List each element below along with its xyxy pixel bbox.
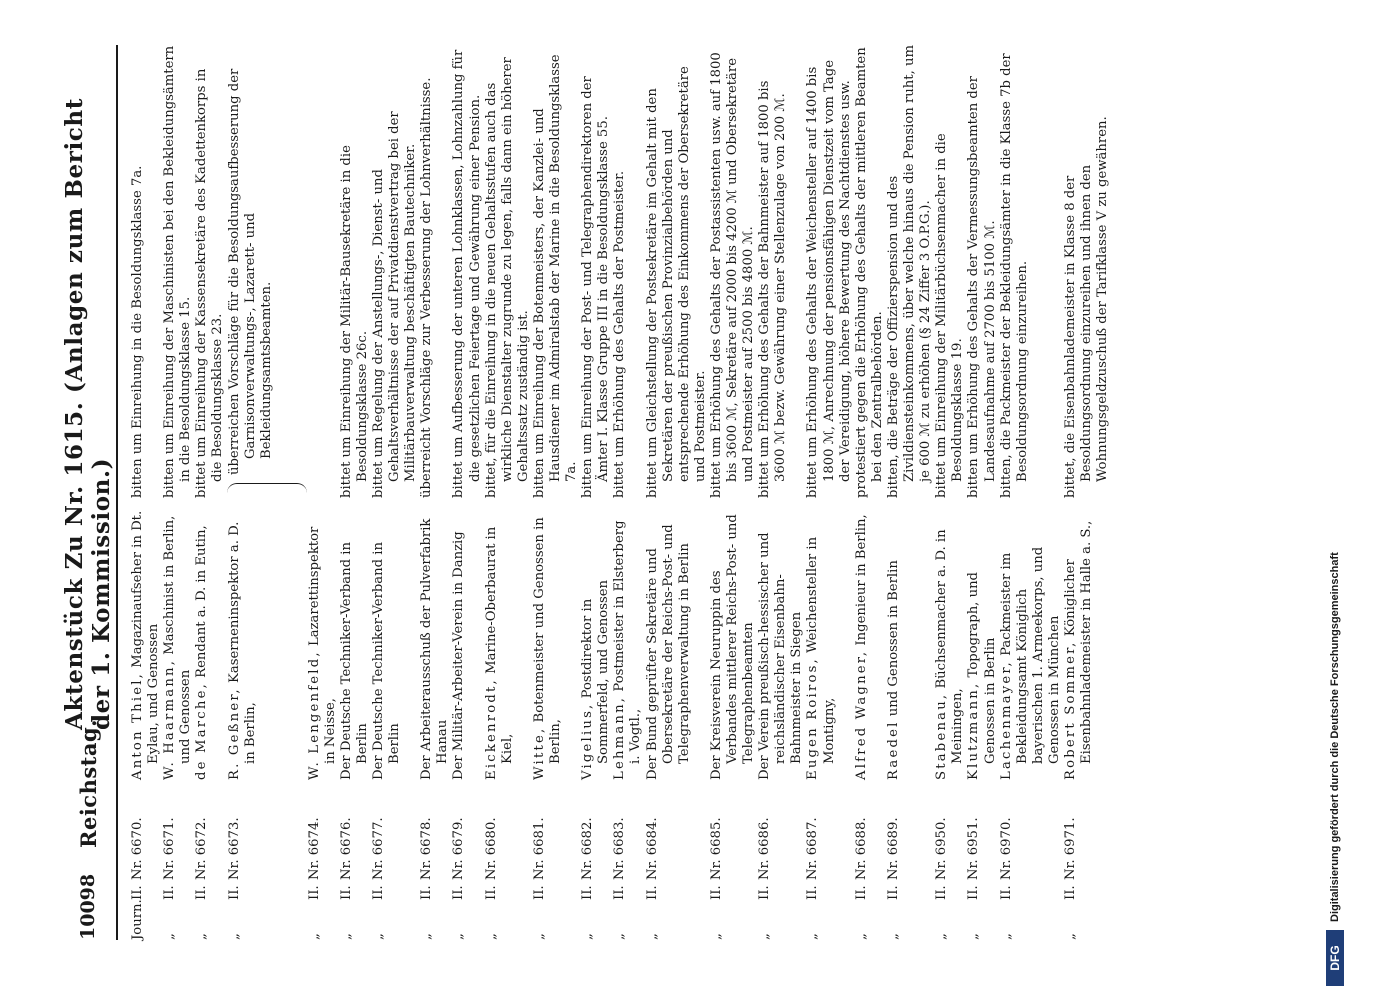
- petition-request: bitten um Einreihung der Maschinisten bei den Bekleidungsämtern in die Besoldungsklasse 15.: [162, 45, 194, 498]
- petitioner: [307, 498, 339, 780]
- petitioner-description: Postdirektor in Sommerfeld, und Genossen: [580, 579, 612, 764]
- journal-number: Nr. 6687.: [805, 817, 821, 880]
- petitioner-name: de Marche,: [194, 682, 210, 780]
- petitioner-description: Der Bund geprüfter Sekretäre und Obersekretäre der Reichs-Post- und Telegraphenverwaltung in Berlin: [644, 524, 692, 780]
- petitioner-description: Der Deutsche Techniker-Verband in Berlin: [338, 541, 370, 780]
- petitioner-description: Botenmeister und Genossen in Berlin,: [531, 517, 563, 764]
- petitioner: [227, 498, 259, 780]
- petitioner: [966, 498, 998, 780]
- petitioner-name: Stabenau,: [934, 692, 950, 780]
- petitioner: [886, 498, 902, 780]
- petitioner: [451, 498, 467, 780]
- petitioner-description: Königlicher Eisenbahnlademeister in Halle a. S.,: [1062, 520, 1095, 764]
- table-row: [709, 45, 757, 940]
- petitioner-description: Magazinaufseher in Dt. Eylau, und Genossen: [130, 510, 162, 764]
- petitioner-description: Der Deutsche Techniker-Verband in Berlin: [370, 541, 403, 780]
- petitioner: [709, 498, 757, 780]
- ditto-mark: „: [934, 933, 950, 940]
- petitioner: [339, 498, 371, 780]
- table-row: [1063, 45, 1111, 940]
- petitioner: [580, 498, 612, 780]
- journal-roman: II.: [757, 885, 773, 900]
- table-row: [339, 45, 371, 940]
- petition-request: bitten um Erhöhung des Gehalts der Vermessungsbeamten der Landesaufnahme auf 2700 bis 5100 ℳ.: [966, 76, 998, 498]
- journal-number: Nr. 6688.: [853, 817, 869, 880]
- petitioner-description: Der Kreisverein Neuruppin des Verbandes mittlerer Reichs-Post- und Telegraphenbeamten: [708, 514, 757, 780]
- petitioner: [419, 498, 451, 780]
- journal-roman: II.: [966, 885, 982, 900]
- petition-request: bittet um Regelung der Anstellungs-, Dienst- und Gehaltsverhältnisse der auf Privatdienstvertrag bei der Militärbauverwaltung beschäftigten Bautechniker.: [370, 111, 419, 498]
- journal-number: Nr. 6677.: [370, 817, 386, 880]
- ditto-mark: „: [580, 933, 596, 940]
- journal-number: Nr. 6970.: [998, 817, 1014, 880]
- ditto-mark: „: [162, 933, 178, 940]
- ditto-mark: „: [757, 933, 773, 940]
- petitioner-name: R. Geßner,: [226, 687, 242, 780]
- petition-request: bitten um Einreihung in die Besoldungsklasse 7a.: [130, 165, 145, 498]
- journal-number: Nr. 6680.: [483, 817, 499, 880]
- ditto-mark: Journ.: [130, 899, 145, 940]
- table-row: [645, 45, 709, 940]
- petitioner: [805, 498, 837, 780]
- petitioner: [934, 498, 966, 780]
- table-row: [371, 45, 419, 940]
- ditto-mark: „: [451, 933, 467, 940]
- petition-request: bittet um Aufbesserung der unteren Lohnklassen, Lohnzahlung für die gesetzlichen Feiertage und Gewährung einer Pension.: [451, 49, 483, 498]
- petitioner: [612, 498, 644, 780]
- journal-roman: II.: [194, 885, 210, 900]
- journal-number: Nr. 6685.: [708, 817, 724, 880]
- journal-roman: II.: [451, 885, 467, 900]
- petitioner-name: Vigelius,: [580, 702, 596, 780]
- ditto-mark: „: [531, 933, 547, 940]
- ditto-mark: „: [805, 933, 821, 940]
- journal-roman: II.: [805, 885, 821, 900]
- petitioner-description: Der Militär-Arbeiter-Verein in Danzig: [451, 531, 467, 780]
- journal-roman: II.: [162, 885, 178, 900]
- table-row: [162, 45, 194, 940]
- journal-number: Nr. 6670.: [130, 817, 145, 880]
- journal-roman: II.: [130, 885, 145, 900]
- journal-number: Nr. 6673.: [226, 817, 242, 880]
- page-header: [60, 45, 118, 940]
- petition-request: bittet, die Eisenbahnlademeister in Klasse 8 der Besoldungsordnung einzureihen und ihnen den Wohnungsgeldzuschuß der Tarifklasse V zu gewähren.: [1062, 116, 1111, 498]
- journal-roman: II.: [612, 885, 628, 900]
- journal-roman: II.: [483, 885, 499, 900]
- journal-roman: II.: [338, 885, 354, 900]
- petition-request: bittet um Einreihung der Militärbüchsenmacher in die Besoldungsklasse 19.: [934, 133, 966, 498]
- petitioner-name: W. Haarmann,: [162, 658, 178, 780]
- petitioner-description: Topograph, und Genossen in Berlin: [966, 572, 998, 764]
- petition-request: bitten, die Beträge der Offizierspension und des Zivildiensteinkommens, über welche hinaus die Pension ruht, um je 600 ℳ zu erhöhen (§ 24 Ziffer 3 O.P.G.).: [885, 45, 934, 498]
- journal-roman: II.: [934, 885, 950, 900]
- petitioner-description: Der Arbeiterausschuß der Pulverfabrik Hanau: [419, 518, 451, 780]
- table-row: [757, 45, 805, 940]
- journal-number: Nr. 6674.: [306, 817, 322, 880]
- petitioner: [645, 498, 693, 780]
- digitization-sidebar: [1318, 0, 1383, 1000]
- journal-number: Nr. 6689.: [885, 817, 901, 880]
- petitioner-name: Raedel: [885, 720, 901, 780]
- petition-request: bittet um Erhöhung des Gehalts der Bahnmeister auf 1800 bis 3600 ℳ bezw. Gewährung einer Stellenzulage von 200 ℳ.: [757, 80, 789, 498]
- journal-roman: II.: [226, 885, 242, 900]
- petitioner: [1063, 498, 1095, 780]
- petitioner: [130, 498, 162, 780]
- petitioner-description: Marine-Oberbaurat in Kiel,: [483, 526, 515, 764]
- ditto-mark: „: [708, 933, 724, 940]
- journal-roman: II.: [708, 885, 724, 900]
- petitioner-name: Eugen Roiros,: [805, 657, 821, 780]
- journal-number: Nr. 6676.: [338, 817, 354, 880]
- petitioner-description: Packmeister im Bekleidungsamt Königlich bayerischen 1. Armeekorps, und Genossen in München: [998, 546, 1062, 764]
- petitioner-description: Büchsenmacher a. D. in Meiningen,: [934, 529, 966, 764]
- journal-roman: II.: [644, 885, 660, 900]
- petition-request: bitten um Einreihung der Botenmeisters, der Kanzlei- und Hausdiener im Admiralstab der Marine in die Besoldungsklasse 7a.: [531, 54, 580, 498]
- petitioner: [854, 498, 870, 780]
- ditto-mark: „: [612, 933, 628, 940]
- journal-roman: II.: [853, 885, 869, 900]
- table-row: [966, 45, 998, 940]
- journal-number: Nr. 6671.: [162, 817, 178, 880]
- petitioner-name: Alfred Wagner,: [853, 649, 869, 780]
- petitioner-description: Der Verein preußisch-hessischer und reichsländischer Eisenbahn-Bahnmeister in Siegen: [757, 532, 805, 780]
- petition-request: bittet um Erhöhung des Gehalts der Postmeister.: [612, 170, 628, 498]
- journal-number: Nr. 6686.: [757, 817, 773, 880]
- petitioner-name: Klutzmann,: [966, 681, 982, 780]
- petition-request: überreicht Vorschläge zur Verbesserung der Lohnverhältnisse.: [419, 77, 435, 498]
- petitioner: [757, 498, 805, 780]
- ditto-mark: „: [226, 933, 242, 940]
- journal-roman: II.: [1062, 885, 1078, 900]
- journal-number: Nr. 6679.: [451, 817, 467, 880]
- ditto-mark: „: [194, 933, 210, 940]
- petition-request: bitten, die Packmeister der Bekleidungsämter in die Klasse 7b der Besoldungsordnung einzureihen.: [998, 53, 1030, 498]
- digitization-note: Digitalisierung gefördert durch die Deutsche Forschungsgemeinschaft: [1329, 552, 1341, 922]
- table-row: [484, 45, 532, 940]
- ditto-mark: „: [1062, 933, 1078, 940]
- table-row: [805, 45, 853, 940]
- petitioner-description: und Genossen in Berlin: [885, 560, 901, 721]
- petitioner-name: Eickenrodt,: [483, 678, 499, 780]
- table-row: [854, 45, 886, 940]
- journal-roman: II.: [998, 885, 1014, 900]
- table-row: [194, 45, 226, 940]
- journal-roman: II.: [419, 885, 435, 900]
- journal-number: Nr. 6684.: [644, 817, 660, 880]
- petitioner-name: Anton Thiel,: [130, 671, 145, 780]
- ditto-mark: „: [885, 933, 901, 940]
- petitioner-description: Kaserneninspektor a. D. in Berlin,: [226, 521, 258, 764]
- table-row: [934, 45, 966, 940]
- journal-roman: II.: [531, 885, 547, 900]
- petitioner: [999, 498, 1063, 780]
- petitioner: [532, 498, 564, 780]
- petition-request: bittet um Gleichstellung der Postsekretäre im Gehalt mit den Sekretären der preußischen Provinzialbehörden und entsprechende Erhöhung des Einkommens der Obersekretäre und Postmeister.: [644, 66, 708, 498]
- ditto-mark: „: [370, 933, 386, 940]
- petitioner-description: Postmeister in Elsterberg i. Vogtl.,: [612, 520, 644, 764]
- petitioner-description: Rendant a. D. in Eutin,: [194, 525, 210, 683]
- table-row: [307, 45, 339, 940]
- petitioner-description: Maschinist in Berlin, und Genossen: [162, 515, 194, 764]
- petition-request: bittet um Erhöhung des Gehalts der Postassistenten usw. auf 1800 bis 3600 ℳ, Sekretäre auf 2000 bis 4200 ℳ und Obersekretäre und Postmeister auf 2500 bis 4800 ℳ.: [708, 52, 757, 498]
- petitioner: [162, 498, 194, 780]
- petition-request: bittet, für die Einreihung in die neuen Gehaltsstufen auch das wirkliche Dienstalter zugrunde zu legen, falls dann ein höherer Gehaltssatz zuständig ist.: [483, 57, 531, 498]
- ditto-mark: „: [998, 933, 1014, 940]
- petitioner: [371, 498, 403, 780]
- journal-number: Nr. 6683.: [612, 817, 628, 880]
- petitioner-name: W. Lengenfeld,: [306, 650, 322, 780]
- petition-request: bitten um Einreihung der Post- und Telegraphendirektoren der Ämter I. Klasse Gruppe III in die Besoldungsklasse 55.: [580, 76, 612, 498]
- journal-number: Nr. 6951.: [966, 817, 982, 880]
- journal-number: Nr. 6682.: [580, 817, 596, 880]
- petitioner-name: Witte,: [531, 726, 547, 780]
- table-row: [451, 45, 483, 940]
- table-row: [612, 45, 644, 940]
- house-name: Reichstag.: [75, 719, 101, 848]
- ditto-mark: „: [419, 933, 435, 940]
- petitioner: [484, 498, 516, 780]
- journal-number: Nr. 6672.: [194, 817, 210, 880]
- ditto-mark: „: [338, 933, 354, 940]
- table-row: [130, 45, 162, 940]
- ditto-mark: „: [966, 933, 982, 940]
- ditto-mark: „: [644, 933, 660, 940]
- journal-number: Nr. 6681.: [531, 817, 547, 880]
- journal-number: Nr. 6971.: [1062, 817, 1078, 880]
- grouping-brace: [227, 483, 307, 498]
- petition-request: bittet um Einreihung der Kassensekretäre des Kadettenkorps in die Besoldungsklasse 23.: [194, 68, 226, 498]
- petitioner-name: Robert Sommer,: [1062, 640, 1078, 780]
- petition-request: bittet um Erhöhung des Gehalts der Weichensteller auf 1400 bis 1800 ℳ, Anrechnung der pensionsfähigen Dienstzeit vom Tage der Vereidigung, höhere Bewertung des Nachtdienstes usw.: [805, 60, 853, 498]
- journal-roman: II.: [306, 885, 322, 900]
- journal-roman: II.: [370, 885, 386, 900]
- journal-roman: II.: [580, 885, 596, 900]
- table-row: [532, 45, 580, 940]
- journal-number: Nr. 6678.: [419, 817, 435, 880]
- petitioner-name: Lachenmayer,: [998, 660, 1014, 780]
- petitioner-name: Lehmann,: [612, 695, 628, 780]
- journal-number: Nr. 6950.: [934, 817, 950, 880]
- petitioner-description: Ingenieur in Berlin,: [853, 514, 869, 650]
- petition-table: [130, 45, 1111, 940]
- petitioner: [194, 498, 210, 780]
- petition-request: überreichen Vorschläge für die Besoldungsaufbesserung der Garnisonverwaltungs-, Lazarett- und Bekleidungsamtsbeamten.: [226, 68, 274, 475]
- ditto-mark: „: [306, 933, 322, 940]
- document-title: Aktenstück Zu Nr. 1615. (Anlagen zum Bericht der 1. Kommission.): [61, 98, 115, 730]
- ditto-mark: „: [483, 933, 499, 940]
- petitioner-description: Lazarettinspektor in Neisse,: [306, 526, 338, 764]
- table-row: [999, 45, 1063, 940]
- petition-request: bittet um Einreihung der Militär-Bausekretäre in die Besoldungsklasse 26c.: [338, 145, 370, 498]
- table-row: [580, 45, 612, 940]
- table-row: [419, 45, 451, 940]
- journal-roman: II.: [885, 885, 901, 900]
- table-row: [227, 45, 307, 940]
- page-number: 10098: [77, 873, 99, 940]
- ditto-mark: „: [853, 933, 869, 940]
- petitioner-description: Weichensteller in Montigny,: [805, 536, 837, 764]
- table-row: [886, 45, 934, 940]
- dfg-logo-icon: DFG: [1326, 930, 1344, 986]
- petition-request: protestiert gegen die Erhöhung des Gehalts der mittleren Beamten bei den Zentralbehörden.: [853, 47, 885, 498]
